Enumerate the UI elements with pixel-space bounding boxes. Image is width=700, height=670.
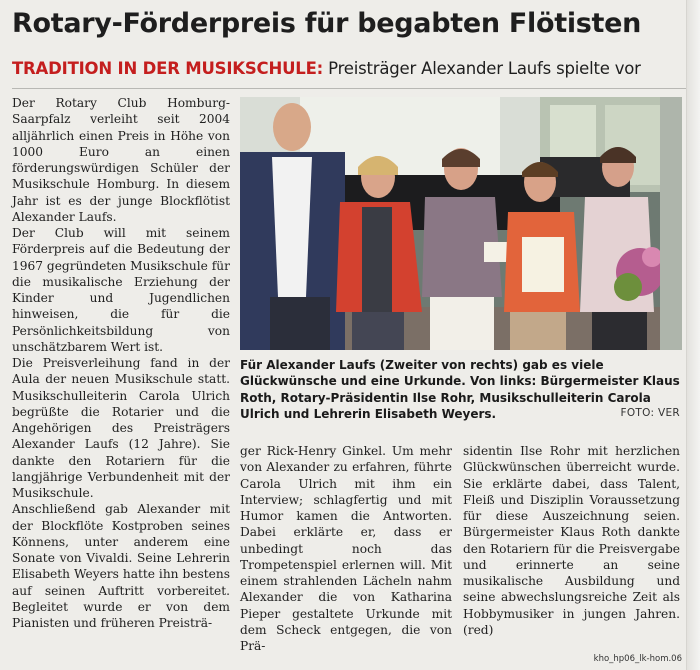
paragraph: sidentin Ilse Rohr mit herzlichen Glückwünschen überreicht wurde. Sie erklärte dabei, dass Talent, Fleiß und Disziplin Voraussetzung für diese Auszeichnung seien. Bürgermeister Klaus Roth dankte den Rotariern für die Preisvergabe und erinnerte an seine musikalische Ausbildung und seine abwechslungsreiche Zeit als Hobbymusiker in jungen Jahren. (red) [463, 444, 680, 637]
file-code: kho_hp06_lk-hom.06 [593, 654, 682, 664]
article-headline: Rotary-Förderpreis für begabten Flötisten [12, 8, 642, 39]
award-ceremony-photo [240, 97, 682, 350]
subhead-kicker: TRADITION IN DER MUSIKSCHULE: [12, 59, 324, 78]
paragraph: Die Preisverleihung fand in der Aula der neuen Musikschule statt. Musikschulleiterin Carola Ulrich begrüßte die Rotarier und die Angehörigen des Preisträgers Alexander Laufs (12 Jahre). Sie dankte den Rotariern für die langjährige Verbundenheit mit der Musikschule. [12, 356, 230, 500]
photo-caption: Für Alexander Laufs (Zweiter von rechts) gab es viele Glückwünsche und eine Urkunde. Von links: Bürgermeister Klaus Roth, Rotary-Präsidentin Ilse Rohr, Musikschulleiterin Carola Ulrich und Lehrerin Elisabeth Weyers. [240, 358, 680, 421]
paragraph: Anschließend gab Alexander mit der Blockflöte Kostproben seines Könnens, unter anderem eine Sonate von Vivaldi. Seine Lehrerin Elisabeth Weyers hatte ihn bestens auf seinen Auftritt vorbereitet. Begleitet wurde er von dem Pianisten und früheren Preisträ- [12, 502, 230, 630]
adjacent-page-edge [686, 0, 700, 670]
headline-divider [12, 88, 686, 89]
paragraph: ger Rick-Henry Ginkel. Um mehr von Alexander zu erfahren, führte Carola Ulrich mit ihm ein Interview; schlagfertig und mit Humor kamen die Antworten. Dabei erklärte er, dass er unbedingt noch das Trompetenspiel erlernen will. Mit einem strahlenden Lächeln nahm Alexander die von Katharina Pieper gestaltete Urkunde mit dem Scheck entgegen, die von Prä- [240, 444, 452, 653]
article-column-3 [463, 443, 680, 638]
article-column-2 [240, 443, 452, 654]
article-subhead [12, 59, 688, 78]
paragraph: Der Rotary Club Homburg-Saarpfalz verleiht seit 2004 alljährlich einen Preis in Höhe von 1000 Euro an einen förderungswürdigen Schüler der Musikschule Homburg. In diesem Jahr ist es der junge Blockflötist Alexander Laufs. [12, 96, 230, 224]
subhead-text: Preisträger Alexander Laufs spielte vor [323, 59, 641, 78]
paragraph: Der Club will mit seinem Förderpreis auf die Bedeutung der 1967 gegründeten Musikschule für die musikalische Erziehung der Kinder und Jugendlichen hinweisen, die für die Persönlichkeitsbildung von unschätzbarem Wert ist. [12, 226, 230, 354]
article-photo [240, 97, 682, 350]
article-column-1 [12, 95, 230, 631]
photo-credit: FOTO: VER [620, 407, 680, 419]
